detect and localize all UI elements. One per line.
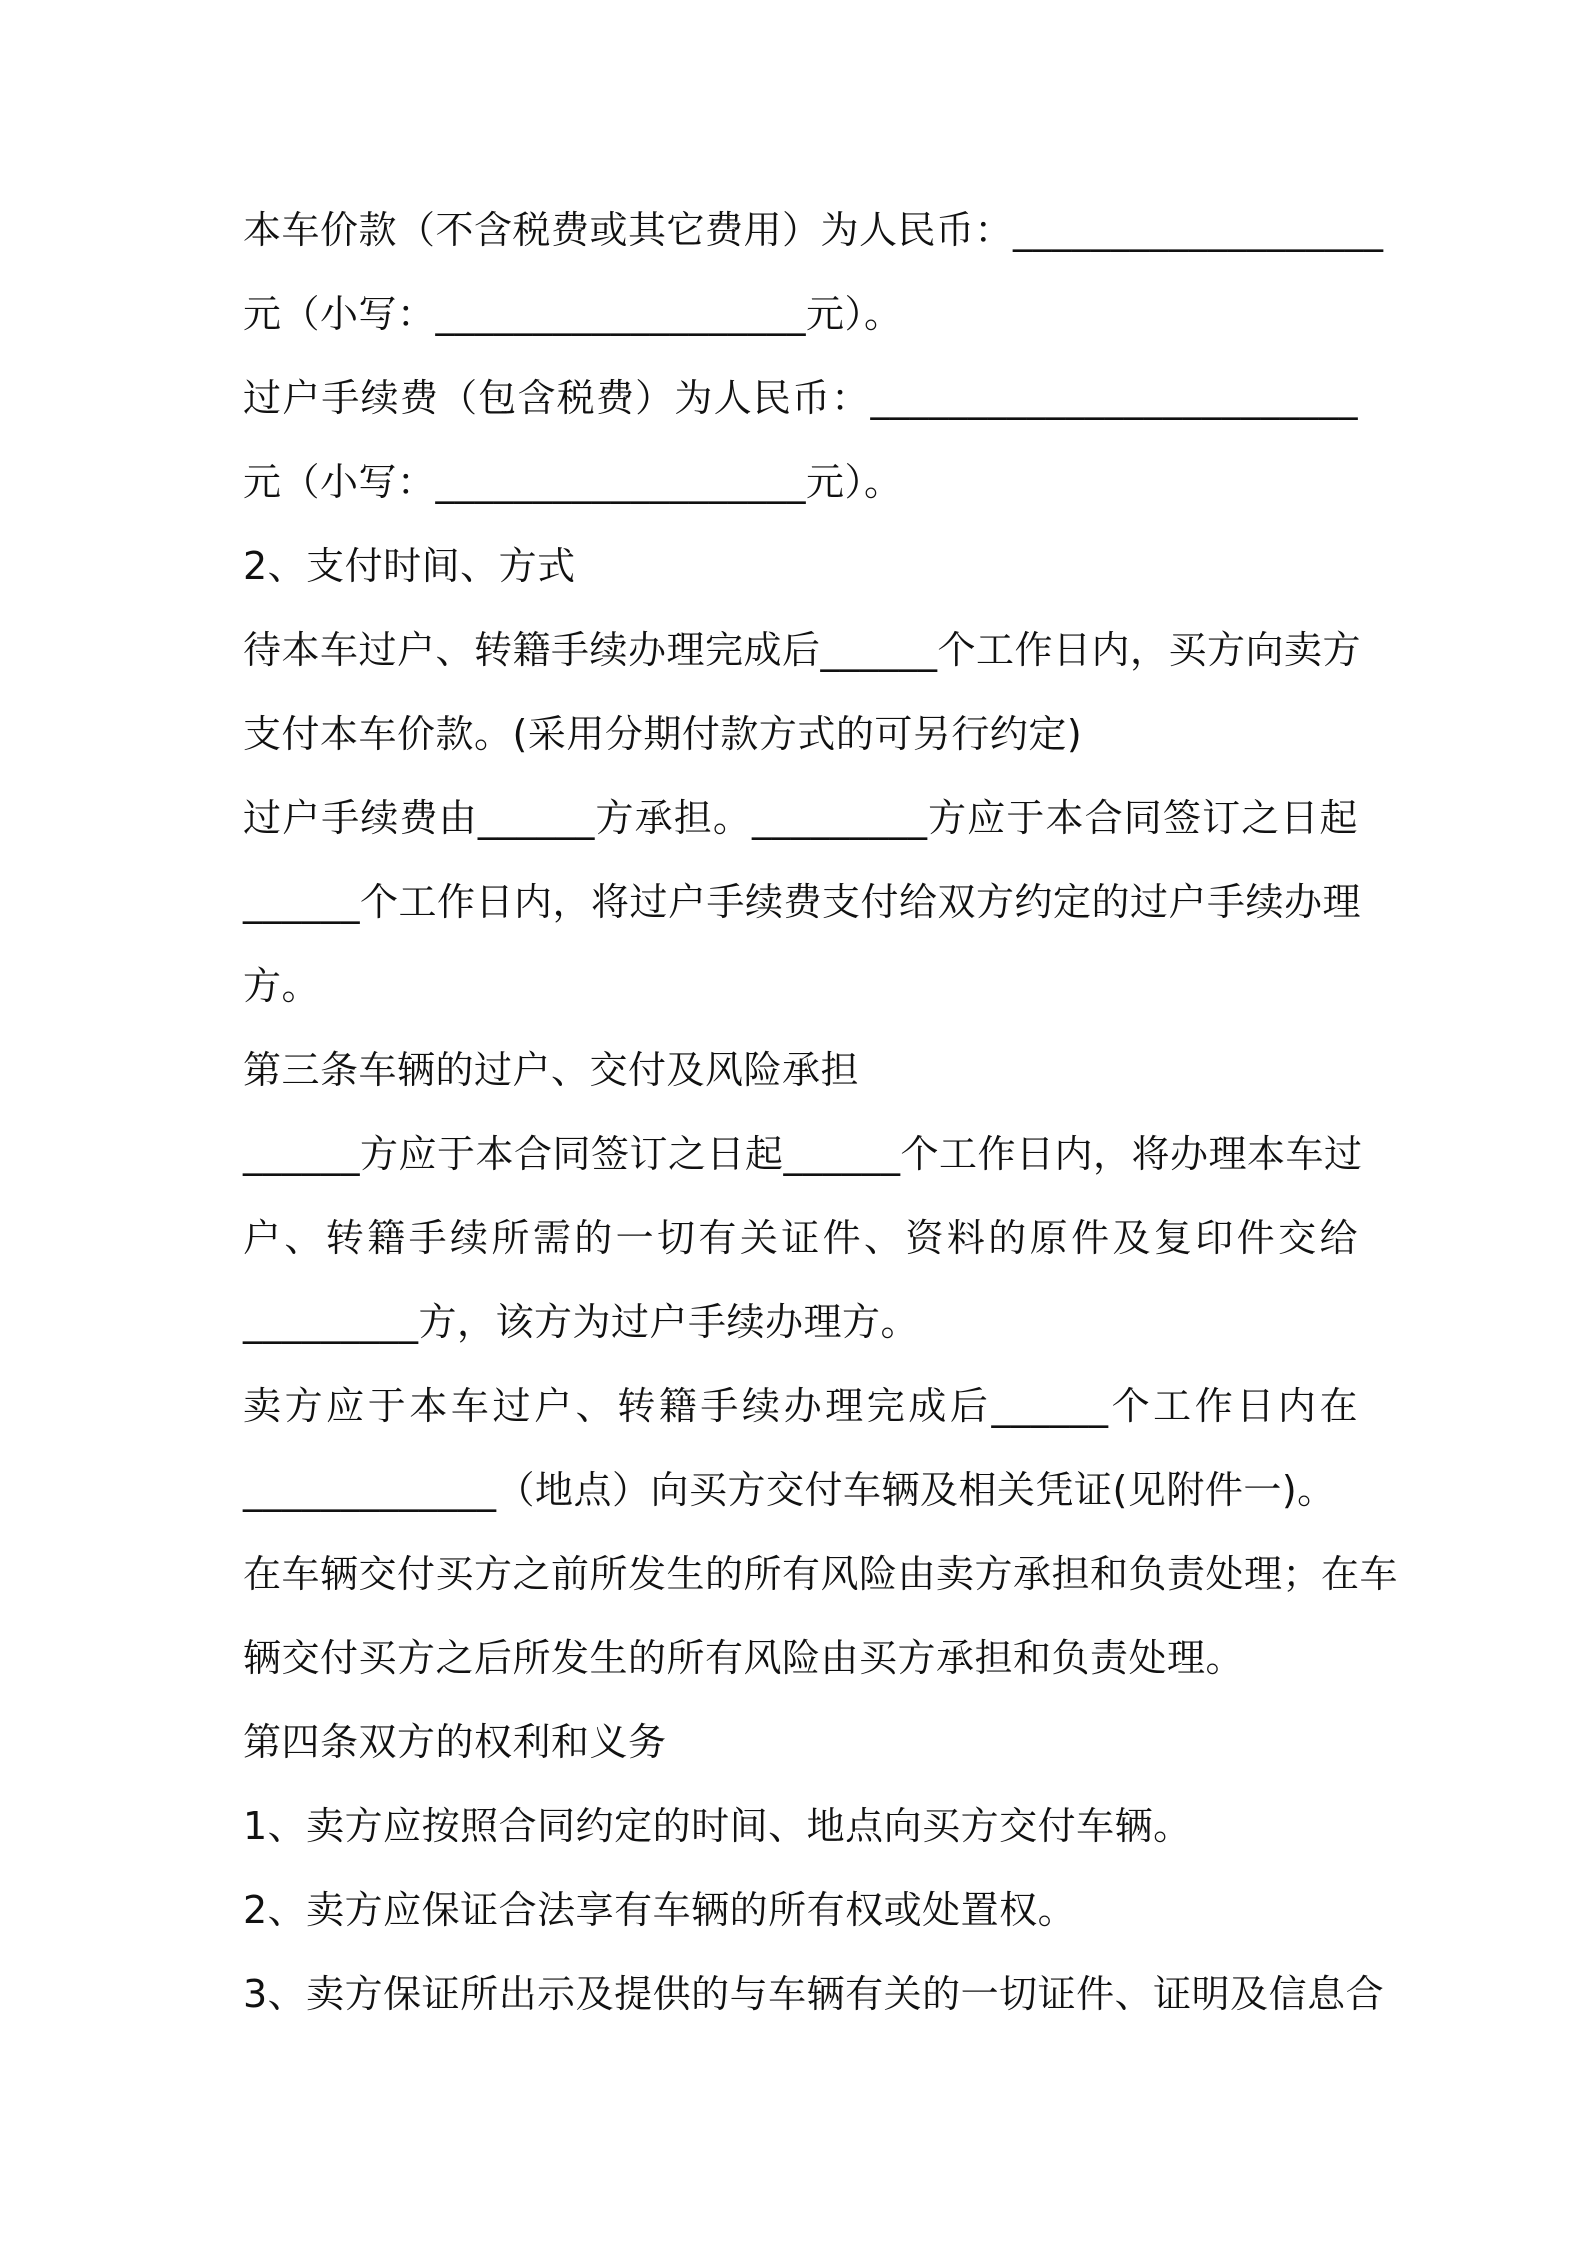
article-heading-4: 第四条双方的权利和义务 [243, 1720, 667, 1764]
text-line: 辆交付买方之后所发生的所有风险由买方承担和负责处理。 [243, 1636, 1245, 1680]
text-line: _____________（地点）向买方交付车辆及相关凭证(见附件一)。 [243, 1468, 1336, 1512]
list-item: 2、卖方应保证合法享有车辆的所有权或处置权。 [243, 1888, 1077, 1932]
text-line: 方。 [243, 964, 321, 1008]
text-line: ______方应于本合同签订之日起______个工作日内，将办理本车过 [243, 1132, 1363, 1176]
section-heading-payment: 2、支付时间、方式 [243, 544, 576, 588]
text-line: _________方，该方为过户手续办理方。 [243, 1300, 920, 1344]
list-item: 1、卖方应按照合同约定的时间、地点向买方交付车辆。 [243, 1804, 1192, 1848]
text-line-transfer-fee: 过户手续费（包含税费）为人民币：_________________________ [243, 376, 1358, 420]
text-line: ______个工作日内，将过户手续费支付给双方约定的过户手续办理 [243, 880, 1362, 924]
text-line-price-small: 元（小写：___________________元）。 [243, 292, 903, 336]
text-line: 在车辆交付买方之前所发生的所有风险由卖方承担和负责处理；在车 [243, 1552, 1399, 1596]
text-line-price: 本车价款（不含税费或其它费用）为人民币：___________________ [243, 208, 1384, 252]
article-heading-3: 第三条车辆的过户、交付及风险承担 [243, 1048, 860, 1092]
text-line: 户、转籍手续所需的一切有关证件、资料的原件及复印件交给 [243, 1216, 1358, 1260]
text-line-transfer-fee-small: 元（小写：___________________元）。 [243, 460, 903, 504]
text-line: 过户手续费由______方承担。_________方应于本合同签订之日起 [243, 796, 1358, 840]
text-line: 待本车过户、转籍手续办理完成后______个工作日内，买方向卖方 [243, 628, 1362, 672]
list-item: 3、卖方保证所出示及提供的与车辆有关的一切证件、证明及信息合 [243, 1972, 1385, 2016]
text-line: 卖方应于本车过户、转籍手续办理完成后______个工作日内在 [243, 1384, 1358, 1428]
text-line: 支付本车价款。(采用分期付款方式的可另行约定) [243, 712, 1083, 756]
